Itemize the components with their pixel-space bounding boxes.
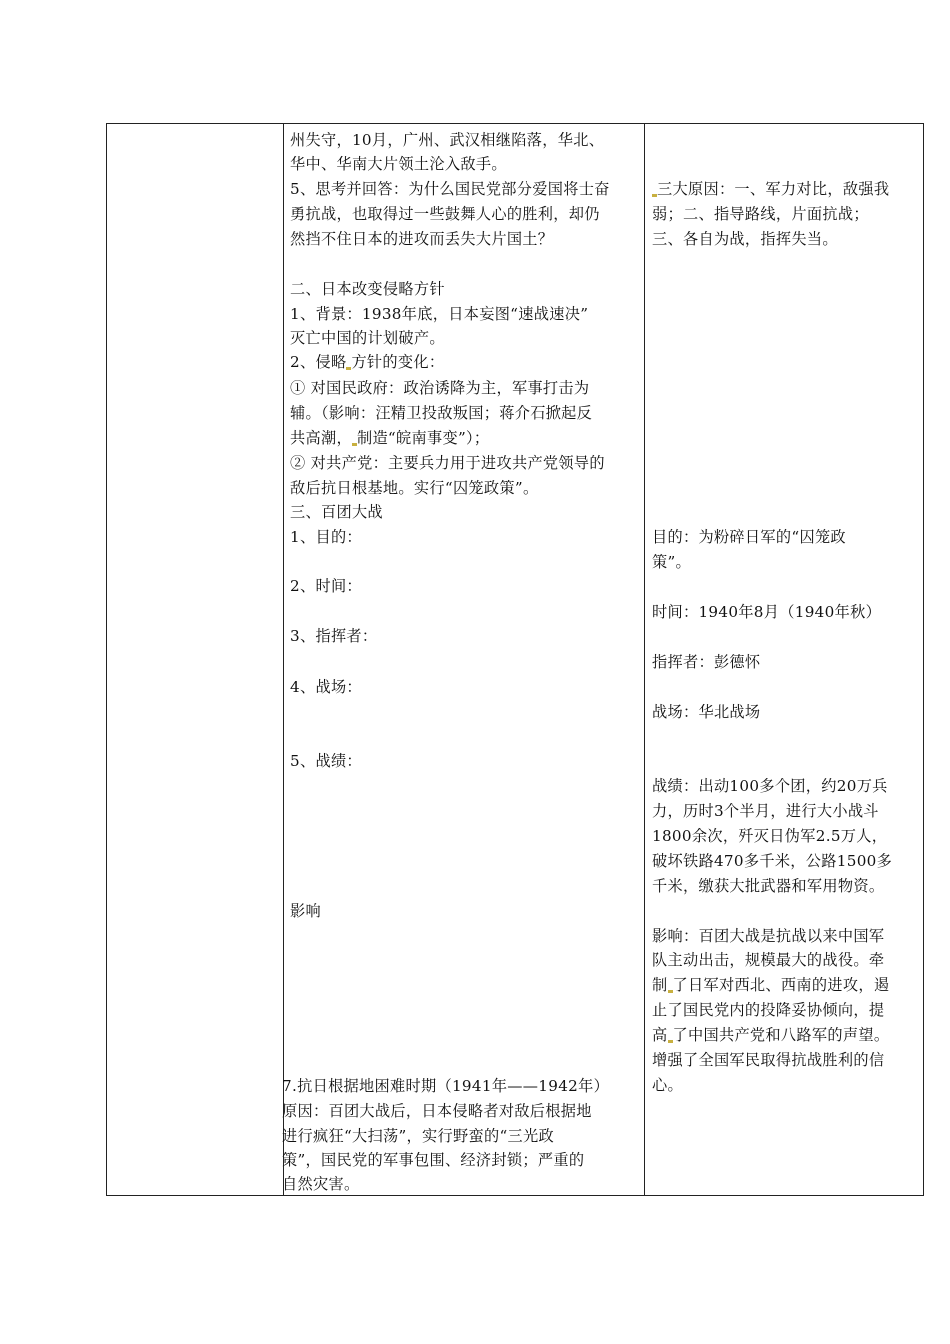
question-5-line: 5、思考并回答：为什么国民党部分爱国将士奋: [290, 180, 610, 198]
answer-text: 三大原因：一、军力对比，敌强我: [657, 180, 890, 198]
column-divider-1: [283, 124, 284, 1195]
impact-text: 高: [652, 1026, 668, 1044]
section-2-text: 2、侵略: [290, 353, 347, 371]
impact-answer: 止了国民党内的投降妥协倾向，提: [652, 1001, 885, 1019]
impact-text: 了日军对西北、西南的进攻，遏: [672, 976, 890, 994]
section-2-line: 灭亡中国的计划破产。: [290, 329, 445, 347]
section-7-line: 自然灾害。: [282, 1175, 360, 1193]
question-5-line: 勇抗战，也取得过一些鼓舞人心的胜利，却仍: [290, 205, 600, 223]
impact-answer: 增强了全国军民取得抗战胜利的信: [652, 1051, 885, 1069]
section-3-title: 三、百团大战: [290, 503, 383, 521]
impact-answer: 心。: [652, 1076, 683, 1094]
impact-question: 影响: [290, 902, 321, 920]
results-answer: 战绩：出动100多个团，约20万兵: [652, 777, 888, 795]
section-2-line: 辅。（影响：汪精卫投敌叛国；蒋介石掀起反: [290, 404, 593, 422]
section-2-line: [290, 350, 444, 374]
impact-answer: [652, 1023, 889, 1047]
purpose-answer: 策”。: [652, 553, 692, 571]
answer-line: 三、各自为战，指挥失当。: [652, 230, 838, 248]
answer-line: 弱；二、指导路线，片面抗战；: [652, 205, 869, 223]
middle-line: 州失守，10月，广州、武汉相继陷落，华北、: [290, 131, 605, 149]
section-7-line: 策”，国民党的军事包围、经济封锁；严重的: [282, 1151, 585, 1169]
purpose-answer: 目的：为粉碎日军的“囚笼政: [652, 528, 846, 546]
question-5-line: 然挡不住日本的进攻而丢失大片国土？: [290, 230, 554, 248]
section-2-line: ② 对共产党：主要兵力用于进攻共产党领导的: [290, 454, 605, 472]
battlefield-answer: 战场：华北战场: [652, 703, 761, 721]
impact-text: 了中国共产党和八路军的声望。: [672, 1026, 890, 1044]
battlefield-question: 4、战场：: [290, 678, 362, 696]
impact-answer: 队主动出击，规模最大的战役。牵: [652, 951, 885, 969]
time-answer: 时间：1940年8月（1940年秋）: [652, 603, 882, 621]
section-7-line: 进行疯狂“大扫荡”，实行野蛮的“三光政: [282, 1127, 554, 1145]
section-2-line: ① 对国民政府：政治诱降为主，军事打击为: [290, 379, 590, 397]
impact-answer: [652, 973, 889, 997]
section-2-text: 方针的变化：: [351, 353, 445, 371]
section-2-text: 共高潮，: [290, 429, 352, 447]
middle-line: 华中、华南大片领土沦入敌手。: [290, 155, 507, 173]
section-7-title: 7.抗日根据地困难时期（1941年——1942年）: [282, 1077, 610, 1095]
results-answer: 1800余次，歼灭日伪军2.5万人，: [652, 827, 888, 845]
column-divider-2: [644, 124, 645, 1195]
impact-answer: 影响：百团大战是抗战以来中国军: [652, 927, 885, 945]
section-2-line: 敌后抗日根基地。实行“囚笼政策”。: [290, 479, 539, 497]
results-answer: 破坏铁路470多千米，公路1500多: [652, 852, 893, 870]
section-7-line: 原因：百团大战后，日本侵略者对敌后根据地: [282, 1102, 592, 1120]
time-question: 2、时间：: [290, 577, 362, 595]
section-2-title: 二、日本改变侵略方针: [290, 280, 445, 298]
results-answer: 千米，缴获大批武器和军用物资。: [652, 877, 885, 895]
commander-question: 3、指挥者：: [290, 627, 378, 645]
results-answer: 力，历时3个半月，进行大小战斗: [652, 802, 879, 820]
impact-text: 制: [652, 976, 668, 994]
results-question: 5、战绩：: [290, 752, 362, 770]
section-2-text: 制造“皖南事变”）；: [356, 429, 490, 447]
answer-line: [652, 177, 889, 201]
section-2-line: 1、背景：1938年底，日本妄图“速战速决”: [290, 305, 589, 323]
commander-answer: 指挥者：彭德怀: [652, 653, 761, 671]
purpose-question: 1、目的：: [290, 528, 362, 546]
section-2-line: [290, 426, 489, 450]
